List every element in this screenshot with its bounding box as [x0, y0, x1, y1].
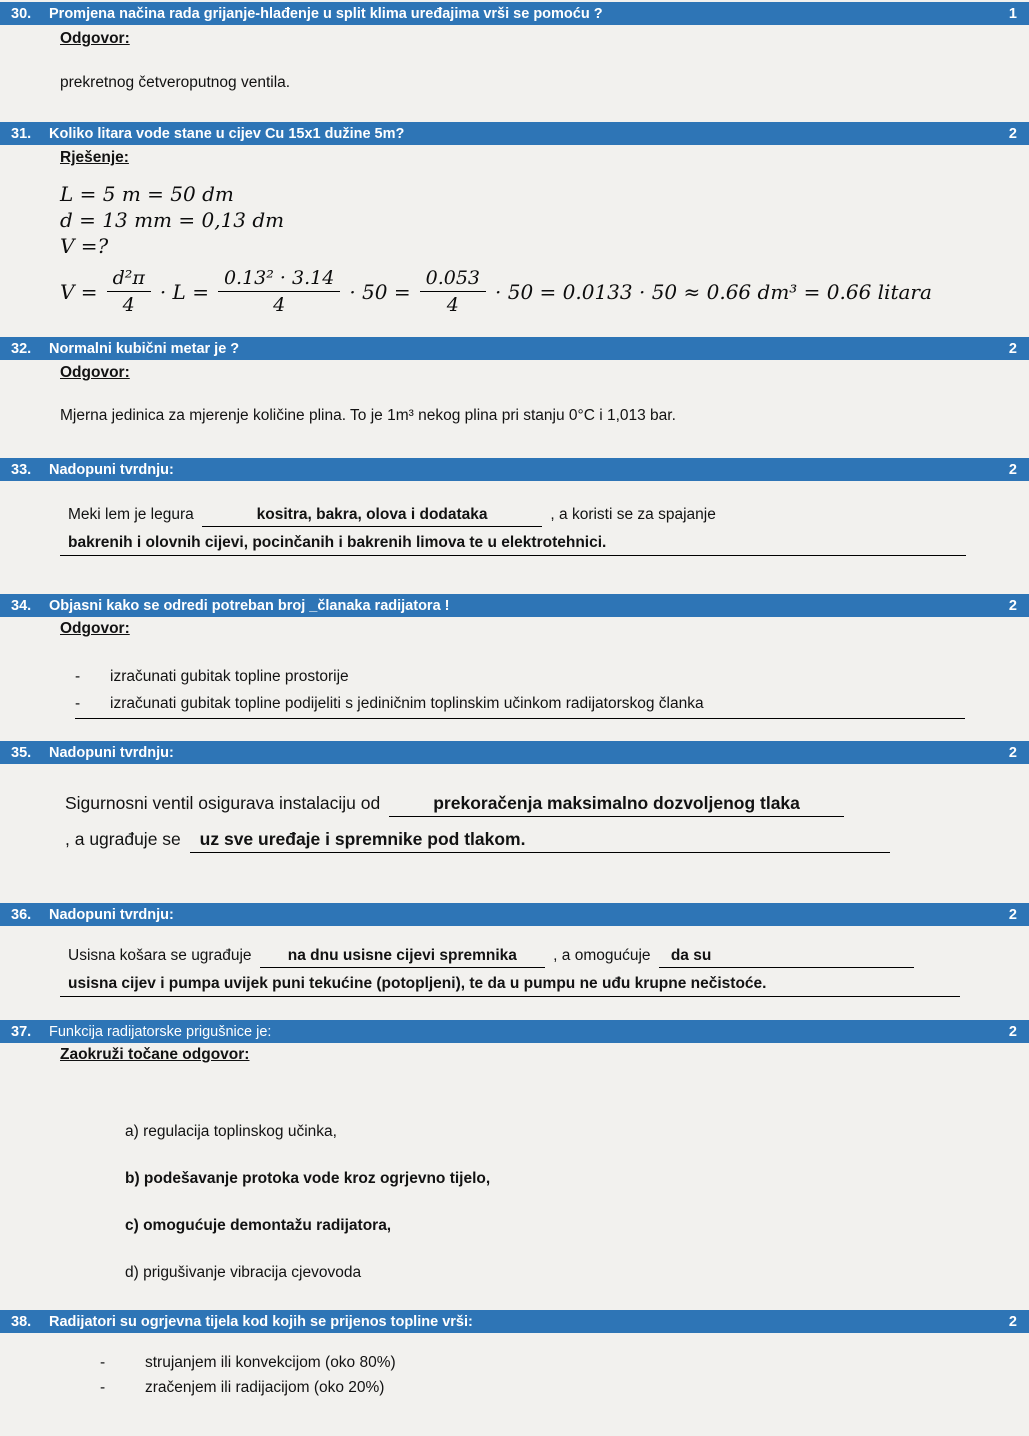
question-number: 36.	[11, 906, 32, 923]
fraction-3	[420, 267, 486, 316]
question-number: 35.	[11, 744, 32, 761]
bullet-item	[100, 1352, 969, 1373]
question-number: 34.	[11, 597, 32, 614]
question-number: 31.	[11, 125, 32, 142]
question-31	[0, 122, 1029, 316]
fill-in-line-2	[60, 829, 969, 853]
option-b: b) podešavanje protoka vode kroz ogrjevno tijelo,	[125, 1170, 491, 1187]
question-title: Nadopuni tvrdnju:	[49, 744, 174, 761]
question-points: 1	[1008, 5, 1017, 22]
question-30-header	[0, 2, 1029, 25]
fraction-numerator: d²π	[107, 267, 151, 292]
math-term: · 50 = 0.0133 · 50 ≈ 0.66 dm³ = 0.66 litara	[495, 279, 932, 304]
statement-text: Meki lem je legura	[68, 506, 194, 523]
question-points: 2	[1008, 1313, 1017, 1330]
answer-text: prekretnog četveroputnog ventila.	[60, 74, 291, 91]
question-30	[0, 2, 1029, 92]
fill-in-line-1	[60, 793, 969, 817]
question-38	[0, 1310, 1029, 1398]
question-number: 37.	[11, 1023, 32, 1040]
bullet-item	[75, 666, 969, 687]
bullet-dash: -	[100, 1354, 106, 1371]
math-formula	[60, 267, 969, 316]
fill-in-line-1	[60, 506, 969, 527]
statement-text: Sigurnosni ventil osigurava instalaciju od	[65, 793, 381, 813]
question-33-header	[0, 458, 1029, 481]
fill-in-line-1	[60, 947, 969, 968]
question-36-header	[0, 903, 1029, 926]
fraction-denominator: 4	[273, 294, 286, 316]
fraction-1	[107, 267, 151, 316]
question-points: 2	[1008, 906, 1017, 923]
question-title: Objasni kako se odredi potreban broj _članaka radijatora !	[49, 597, 450, 614]
math-term: · L =	[159, 279, 209, 304]
fraction-numerator: 0.13² · 3.14	[218, 267, 340, 292]
question-37	[0, 1020, 1029, 1283]
math-term: · 50 =	[349, 279, 411, 304]
bullet-dash: -	[75, 668, 81, 685]
question-38-header	[0, 1310, 1029, 1333]
question-title: Normalni kubični metar je ?	[49, 340, 240, 357]
question-points: 2	[1008, 1023, 1017, 1040]
question-34-header	[0, 594, 1029, 617]
fraction-numerator: 0.053	[420, 267, 486, 292]
instruction-label: Zaokruži točane odgovor:	[60, 1046, 250, 1063]
bullet-item	[75, 693, 965, 719]
bullet-text: izračunati gubitak topline prostorije	[110, 668, 349, 685]
question-33	[0, 458, 1029, 556]
question-32	[0, 337, 1029, 425]
fill-in-blank: da su	[659, 947, 914, 968]
question-31-header	[0, 122, 1029, 145]
answer-label: Odgovor:	[60, 364, 130, 381]
question-title: Nadopuni tvrdnju:	[49, 461, 174, 478]
question-number: 38.	[11, 1313, 32, 1330]
option-d: d) prigušivanje vibracija cjevovoda	[125, 1264, 362, 1281]
solution-label: Rješenje:	[60, 149, 129, 166]
bullet-text: izračunati gubitak topline podijeliti s jediničnim toplinskim učinkom radijatorskog članka	[110, 695, 704, 712]
question-points: 2	[1008, 597, 1017, 614]
fill-in-line-2: bakrenih i olovnih cijevi, pocinčanih i bakrenih limova te u elektrotehnici.	[60, 534, 966, 556]
answer-label: Odgovor:	[60, 30, 130, 47]
question-35	[0, 741, 1029, 853]
math-line-2: d = 13 mm = 0,13 dm	[60, 208, 285, 232]
question-title: Koliko litara vode stane u cijev Cu 15x1 dužine 5m?	[49, 125, 405, 142]
fill-in-blank: prekoračenja maksimalno dozvoljenog tlaka	[389, 793, 844, 817]
question-points: 2	[1008, 340, 1017, 357]
fraction-2	[218, 267, 340, 316]
fraction-denominator: 4	[446, 294, 459, 316]
bullet-item	[100, 1377, 969, 1398]
question-title: Radijatori su ogrjevna tijela kod kojih se prijenos topline vrši:	[49, 1313, 473, 1330]
bullet-dash: -	[100, 1379, 106, 1396]
fill-in-line-2: usisna cijev i pumpa uvijek puni tekućine (potopljeni), te da u pumpu ne uđu krupne nečistoće.	[60, 975, 960, 997]
statement-text: , a omogućuje	[553, 947, 651, 964]
question-32-header	[0, 337, 1029, 360]
question-points: 2	[1008, 125, 1017, 142]
fill-in-blank: kositra, bakra, olova i dodataka	[202, 506, 542, 527]
bullet-text: zračenjem ili radijacijom (oko 20%)	[145, 1379, 385, 1396]
option-a: a) regulacija toplinskog učinka,	[125, 1123, 337, 1140]
question-points: 2	[1008, 461, 1017, 478]
fill-in-blank: na dnu usisne cijevi spremnika	[260, 947, 545, 968]
math-line-1: L = 5 m = 50 dm	[60, 182, 234, 206]
question-35-header	[0, 741, 1029, 764]
statement-text: Usisna košara se ugrađuje	[68, 947, 252, 964]
question-37-header	[0, 1020, 1029, 1043]
bullet-dash: -	[75, 695, 81, 712]
fraction-denominator: 4	[122, 294, 135, 316]
fill-in-blank: uz sve uređaje i spremnike pod tlakom.	[190, 829, 890, 853]
bullet-text: strujanjem ili konvekcijom (oko 80%)	[145, 1354, 396, 1371]
answer-label: Odgovor:	[60, 620, 130, 637]
math-solution	[60, 181, 969, 316]
question-34	[0, 594, 1029, 719]
question-number: 33.	[11, 461, 32, 478]
question-number: 30.	[11, 5, 32, 22]
question-title: Nadopuni tvrdnju:	[49, 906, 174, 923]
question-title: Promjena načina rada grijanje-hlađenje u split klima uređajima vrši se pomoću ?	[49, 5, 603, 22]
math-line-3: V =?	[60, 234, 109, 258]
question-number: 32.	[11, 340, 32, 357]
option-c: c) omogućuje demontažu radijatora,	[125, 1217, 392, 1234]
statement-text: , a ugrađuje se	[65, 829, 181, 849]
question-title: Funkcija radijatorske prigušnice je:	[49, 1023, 272, 1040]
question-points: 2	[1008, 744, 1017, 761]
question-36	[0, 903, 1029, 997]
answer-text: Mjerna jedinica za mjerenje količine plina. To je 1m³ nekog plina pri stanju 0°C i 1,013 bar.	[60, 407, 676, 424]
statement-text: , a koristi se za spajanje	[550, 506, 716, 523]
math-term: V =	[60, 279, 98, 304]
